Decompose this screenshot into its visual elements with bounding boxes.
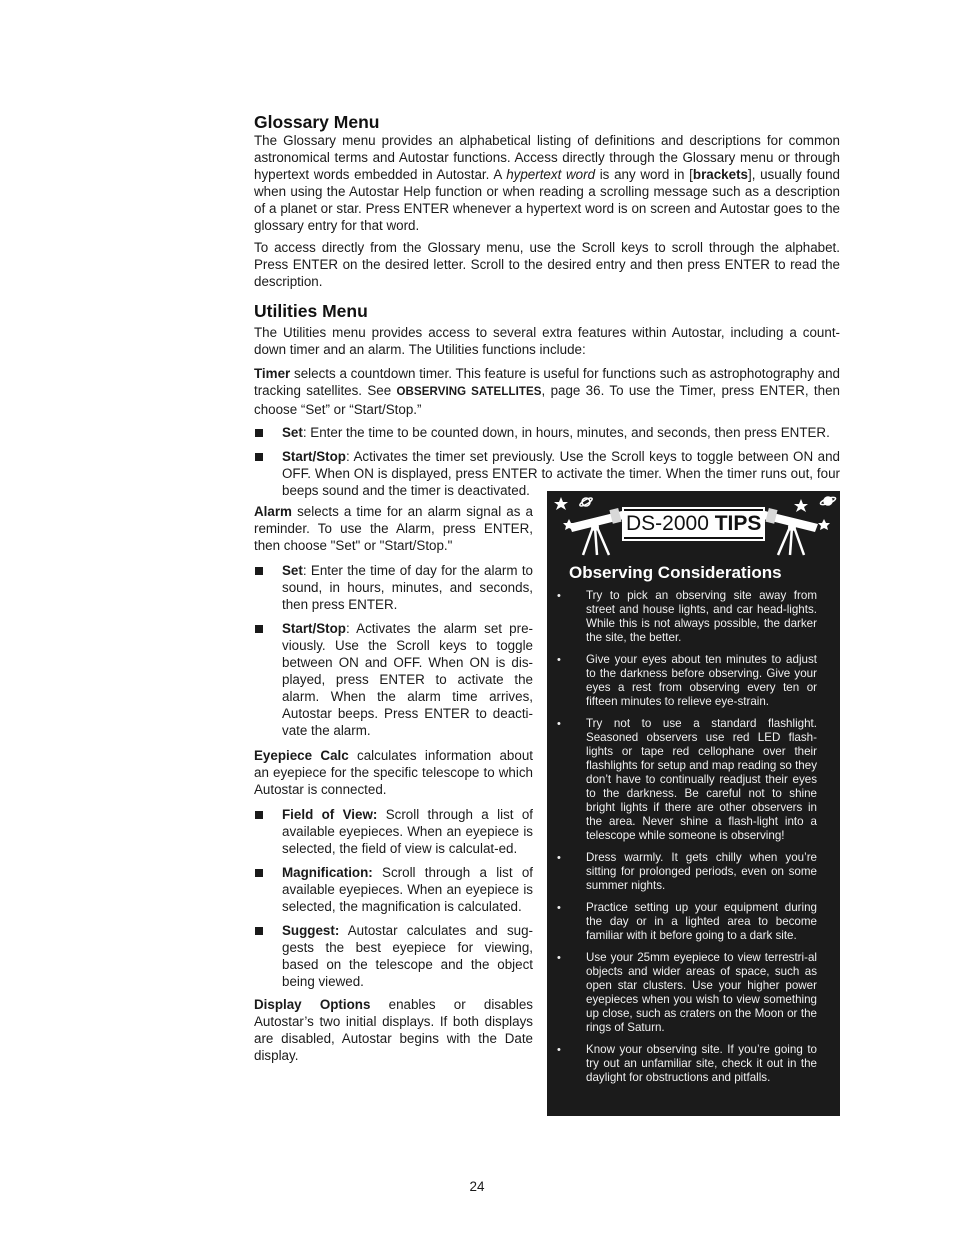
timer-set-text: Set: Enter the time to be counted down, in hours, minutes, and seconds, then press ENTER. [282,425,830,440]
timer-set-item [254,424,840,441]
page-number: 24 [469,1179,485,1194]
tip-text: Use your 25mm eyepiece to view terrestri-al objects and wider areas of space, such as open star clusters. Use your higher power eyepieces when you wish to view something up close, such as craters on the Moon or the rings of Saturn. [586,951,817,1034]
tip-item [557,717,817,843]
right-telescope-icon [763,508,818,555]
square-bullet-icon [255,811,263,819]
bullet-dot-icon: • [557,590,561,602]
tip-item [557,1043,817,1085]
tips-brand: DS-2000 [626,512,709,535]
left-telescope-icon [569,508,624,555]
timer-paragraph: Timer selects a countdown timer. This feature is useful for functions such as astrophotography and tracking satellites. See OBSERVING SATELLITES, page 36. To use the Timer, press ENTER, then choose “Set” or “Start/Stop.” [254,366,840,417]
alarm-start-stop-text: Start/Stop: Activates the alarm set pre-viously. Use the Scroll keys to toggle between ON and OFF. When ON is dis-played, press ENTER to activate the alarm. When the alarm time arrives, Autostar beeps. Press ENTER to deacti-vate the alarm. [282,621,533,738]
bullet-dot-icon: • [557,852,561,864]
square-bullet-icon [255,567,263,575]
field-of-view-text: Field of View: Scroll through a list of available eyepieces. When an eyepiece is selected, the field of view is calculat-ed. [282,807,534,856]
magnification-text: Magnification: Scroll through a list of available eyepieces. When an eyepiece is selected, the magnification is calculated. [282,865,533,914]
bullet-dot-icon: • [557,902,561,914]
bullet-dot-icon: • [557,1044,561,1056]
alarm-set-text: Set: Enter the time of day for the alarm to sound, in hours, minutes, and seconds, then press ENTER. [282,563,533,612]
utilities-intro: The Utilities menu provides access to several extra features within Autostar, including a count-down timer and an alarm. The Utilities functions include: [254,325,840,357]
tips-title-badge [624,509,763,539]
alarm-paragraph: Alarm selects a time for an alarm signal as a reminder. To use the Alarm, press ENTER, then choose "Set" or "Start/Stop." [254,504,533,553]
glossary-paragraph-1: The Glossary menu provides an alphabetical listing of definitions and descriptions for common astronomical terms and Autostar functions. Access directly through the Glossary menu or through hypertext words embedded in Autostar. A hypertext word is any word in [brackets], usually found when using the Autostar Help function or when reading a scrolling message such as a description of a planet or star. Press ENTER whenever a hypertext word is on screen and Autostar goes to the glossary entry for that word. [254,133,840,233]
tip-text: Try to pick an observing site away from street and house lights, and car head-lights. While this is not always possible, the darker the site, the better. [586,589,817,644]
tip-text: Know your observing site. If you’re going to try out an unfamiliar site, check it out in the daylight for obstructions and pitfalls. [586,1043,817,1084]
alarm-set-item [254,562,533,613]
tips-list [557,589,817,1093]
tip-item [557,901,817,943]
bullet-dot-icon: • [557,654,561,666]
magnification-item [254,864,533,915]
square-bullet-icon [255,429,263,437]
utilities-heading: Utilities Menu [254,301,368,321]
tip-item [557,951,817,1035]
left-column [254,503,533,1064]
bullet-dot-icon: • [557,718,561,730]
tip-item [557,653,817,709]
glossary-heading: Glossary Menu [254,112,380,132]
tip-text: Try not to use a standard flashlight. Seasoned observers use red LED flash-lights or tape red cellophane over their flashlights for setup and map reading so they don’t have to continually readjust their eyes to the darkness. Be careful not to shine bright lights if there are other observers in the area. Never shine a flash-light into a telescope while someone is observing! [586,717,817,842]
tips-heading: Observing Considerations [569,563,782,582]
display-options-paragraph: Display Options enables or disables Autostar’s two initial displays. If both displays are disabled, Autostar begins with the Date display. [254,997,534,1063]
suggest-item [254,922,533,990]
alarm-start-stop-item [254,620,533,739]
tip-text: Dress warmly. It gets chilly when you’re sitting for prolonged periods, even on some summer nights. [586,851,817,892]
tip-text: Give your eyes about ten minutes to adjust to the darkness before observing. Give your eyes a rest from observing every ten or fifteen minutes to relieve eye-strain. [586,653,817,708]
tips-label: TIPS [714,512,762,535]
glossary-paragraph-2: To access directly from the Glossary menu, use the Scroll keys to scroll through the alphabet. Press ENTER on the desired letter. Scroll to the desired entry and then press ENTER to read the description. [254,240,840,289]
square-bullet-icon [255,927,263,935]
suggest-text: Suggest: Autostar calculates and sug-gests the best eyepiece for viewing, based on the telescope and the object being viewed. [282,923,533,989]
tip-text: Practice setting up your equipment during the day or in a lighted area to become familiar with it before going to a dark site. [586,901,817,942]
tip-item [557,589,817,645]
bullet-dot-icon: • [557,952,561,964]
square-bullet-icon [255,625,263,633]
eyepiece-calc-paragraph: Eyepiece Calc calculates information about an eyepiece for the specific telescope to which Autostar is connected. [254,748,533,797]
field-of-view-item [254,806,533,857]
timer-start-stop-text: Start/Stop: Activates the timer set previously. Use the Scroll keys to toggle between ON and OFF. When ON is displayed, press ENTER to activate the timer. When the timer runs out, four beeps sound and the timer is deactivated. [282,449,840,498]
square-bullet-icon [255,869,263,877]
tip-item [557,851,817,893]
tips-sidebar [547,491,840,1116]
square-bullet-icon [255,453,263,461]
